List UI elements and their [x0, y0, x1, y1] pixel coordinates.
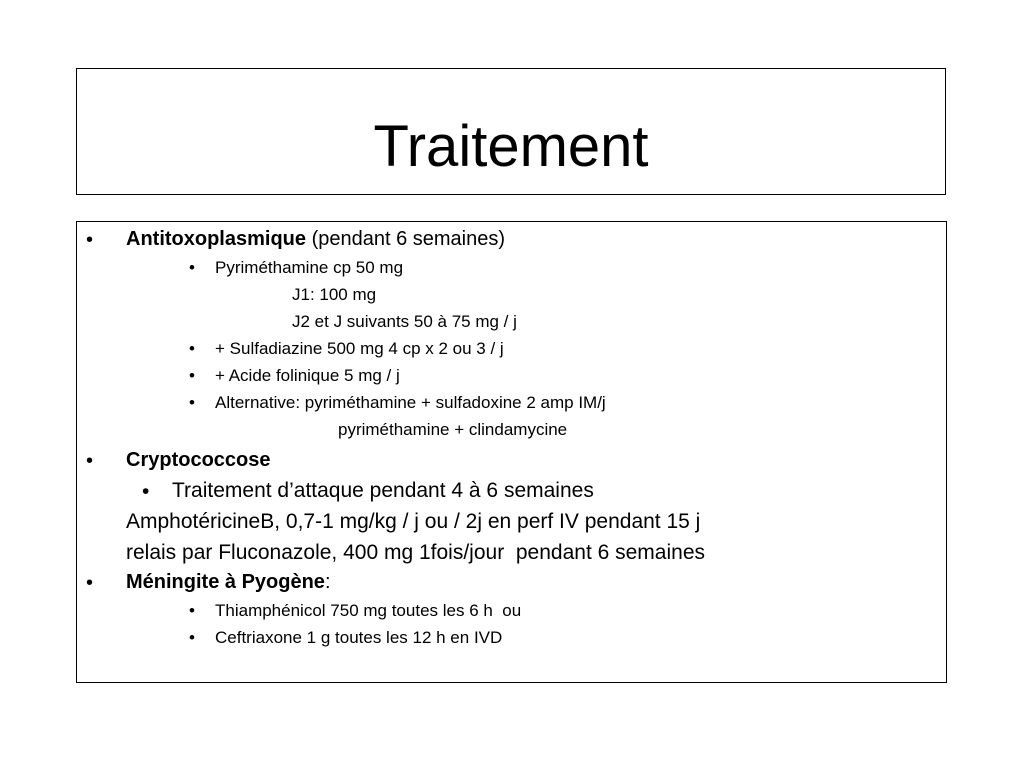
- bullet-icon: •: [86, 450, 94, 472]
- crypto-heading-bold: Cryptococcose: [126, 449, 271, 471]
- list-item: relais par Fluconazole, 400 mg 1fois/jour pendant 6 semaines: [126, 541, 705, 564]
- list-item: + Sulfadiazine 500 mg 4 cp x 2 ou 3 / j: [215, 339, 504, 358]
- section-crypto-heading: [126, 450, 271, 470]
- list-item: J2 et J suivants 50 à 75 mg / j: [292, 312, 517, 331]
- list-item: + Acide folinique 5 mg / j: [215, 366, 400, 385]
- antitoxo-heading-suffix: (pendant 6 semaines): [306, 228, 506, 250]
- list-item: Traitement d’attaque pendant 4 à 6 semaines: [172, 479, 594, 502]
- list-item: Thiamphénicol 750 mg toutes les 6 h ou: [215, 601, 522, 620]
- title-box: [76, 68, 946, 195]
- list-item: Ceftriaxone 1 g toutes les 12 h en IVD: [215, 628, 503, 647]
- bullet-icon: •: [189, 628, 195, 647]
- list-item: pyriméthamine + clindamycine: [338, 420, 568, 439]
- section-meningite-heading: [126, 572, 331, 592]
- bullet-icon: •: [189, 339, 195, 358]
- section-antitoxo-heading: [126, 229, 505, 249]
- antitoxo-heading-bold: Antitoxoplasmique: [126, 228, 307, 250]
- list-item: AmphotéricineB, 0,7-1 mg/kg / j ou / 2j en perf IV pendant 15 j: [126, 510, 701, 533]
- list-item: Pyriméthamine cp 50 mg: [215, 258, 404, 277]
- bullet-icon: •: [86, 229, 94, 251]
- content-box: [76, 221, 947, 683]
- bullet-icon: •: [189, 258, 195, 277]
- list-item: Alternative: pyriméthamine + sulfadoxine 2 amp IM/j: [215, 393, 606, 412]
- bullet-icon: •: [189, 393, 195, 412]
- meningite-heading-suffix: :: [324, 571, 331, 593]
- slide-title: Traitement: [373, 114, 649, 179]
- meningite-heading-bold: Méningite à Pyogène: [126, 571, 325, 593]
- bullet-icon: •: [86, 572, 94, 594]
- bullet-icon: •: [189, 366, 195, 385]
- bullet-icon: •: [189, 601, 195, 620]
- bullet-icon: •: [142, 480, 150, 503]
- list-item: J1: 100 mg: [292, 285, 377, 304]
